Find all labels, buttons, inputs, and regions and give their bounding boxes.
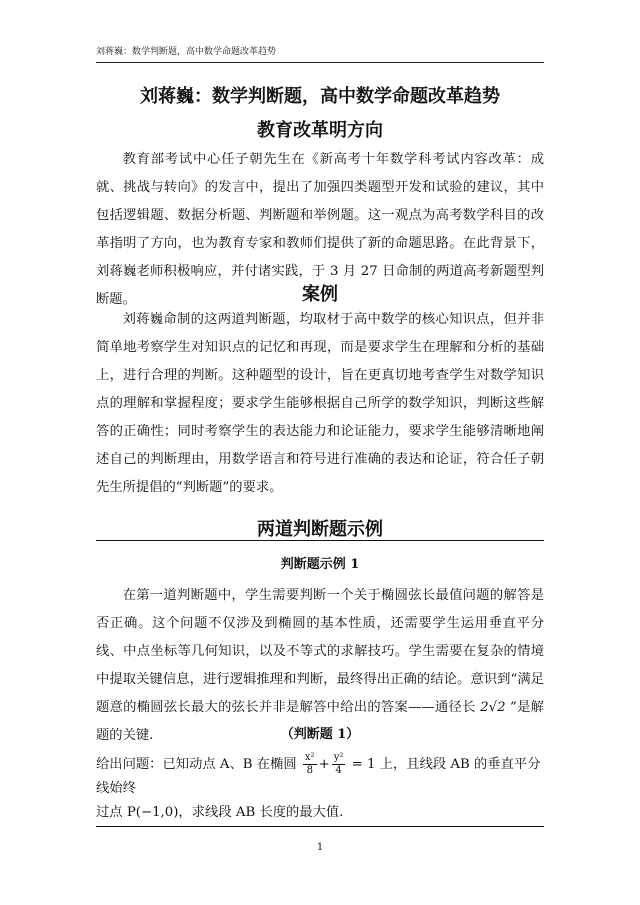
- problem-line-2: 过点 P(−1,0)，求线段 AB 长度的最大值.: [96, 805, 344, 820]
- example-text-tail: ”是解题的关键.: [96, 700, 544, 743]
- problem-text-tail: = 1 上，且线段 AB 的垂直平分线始终: [96, 757, 541, 796]
- math-sqrt-value: 2√2: [480, 700, 506, 715]
- section-rule-bottom: [96, 826, 544, 827]
- running-header: 刘蒋巍：数学判断题，高中数学命题改革趋势: [96, 47, 277, 57]
- fraction-x-numerator: x²: [304, 752, 315, 763]
- example-text: 在第一道判断题中，学生需要判断一个关于椭圆弦长最值问题的解答是否正确。这个问题不仅涉及到椭圆的基本性质，还需要学生运用垂直平分线、中点坐标等几何知识，以及不等式的求解技巧。学生需要在复杂的情境中提取关键信息，进行逻辑推理和判断，最终得出正确的结论。意识到“满足题意的椭圆弦长最大的弦长并非是解答中给出的答案——通径长: [96, 588, 544, 715]
- problem-line-1: 给出问题：已知动点 A、B 在椭圆 $\frac{\text{x²}}{8}$ + $\frac{\text{y²}}{4}$ = 1 上，且线段 AB 的垂直平分线始终: [96, 752, 541, 796]
- paragraph-case: 刘蒋巍命制的这两道判断题，均取材于高中数学的核心知识点，但并非简单地考察学生对知识点的记忆和再现，而是要求学生在理解和分析的基础上，进行合理的判断。这种题型的设计，旨在更真切地考查学生对数学知识点的理解和掌握程度；要求学生能够根据自己所学的数学知识，判断这些解答的正确性；同时考察学生的表达能力和论证能力，要求学生能够清晰地阐述自己的判断理由，用数学语言和符号进行准确的表达和论证，符合任子朝先生所提倡的“判断题”的要求。: [96, 312, 544, 495]
- page-number: 1: [316, 842, 324, 853]
- paragraph-reform: 教育部考试中心任子朝先生在《新高考十年数学科考试内容改革：成就、挑战与转向》的发言中，提出了加强四类题型开发和试验的建议，其中包括逻辑题、数据分析题、判断题和举例题。这一观点为高考数学科目的改革指明了方向，也为教育专家和教师们提供了新的命题思路。在此背景下，刘蒋巍老师积极响应，并付诸实践，于 3 月 27 日命制的两道高考新题型判断题。: [96, 152, 544, 307]
- section-rule-top: [96, 540, 544, 541]
- problem-text-pre: 给出问题：已知动点 A、B 在椭圆: [96, 757, 297, 772]
- fraction-x: [303, 752, 317, 777]
- document-title: 刘蒋巍：数学判断题，高中数学命题改革趋势: [140, 86, 500, 107]
- section-heading-reform: 教育改革明方向: [257, 120, 383, 141]
- section-heading-case: 案例: [302, 284, 338, 305]
- fraction-y: [332, 752, 346, 777]
- fraction-x-denominator: 8: [306, 765, 313, 776]
- section-heading-examples: 两道判断题示例: [257, 519, 383, 540]
- example-title: 判断题示例 1: [280, 557, 360, 572]
- fraction-y-denominator: 4: [335, 765, 342, 776]
- header-rule: [96, 62, 544, 63]
- fraction-y-numerator: y²: [333, 752, 344, 763]
- problem-label: （判断题 1）: [280, 727, 360, 742]
